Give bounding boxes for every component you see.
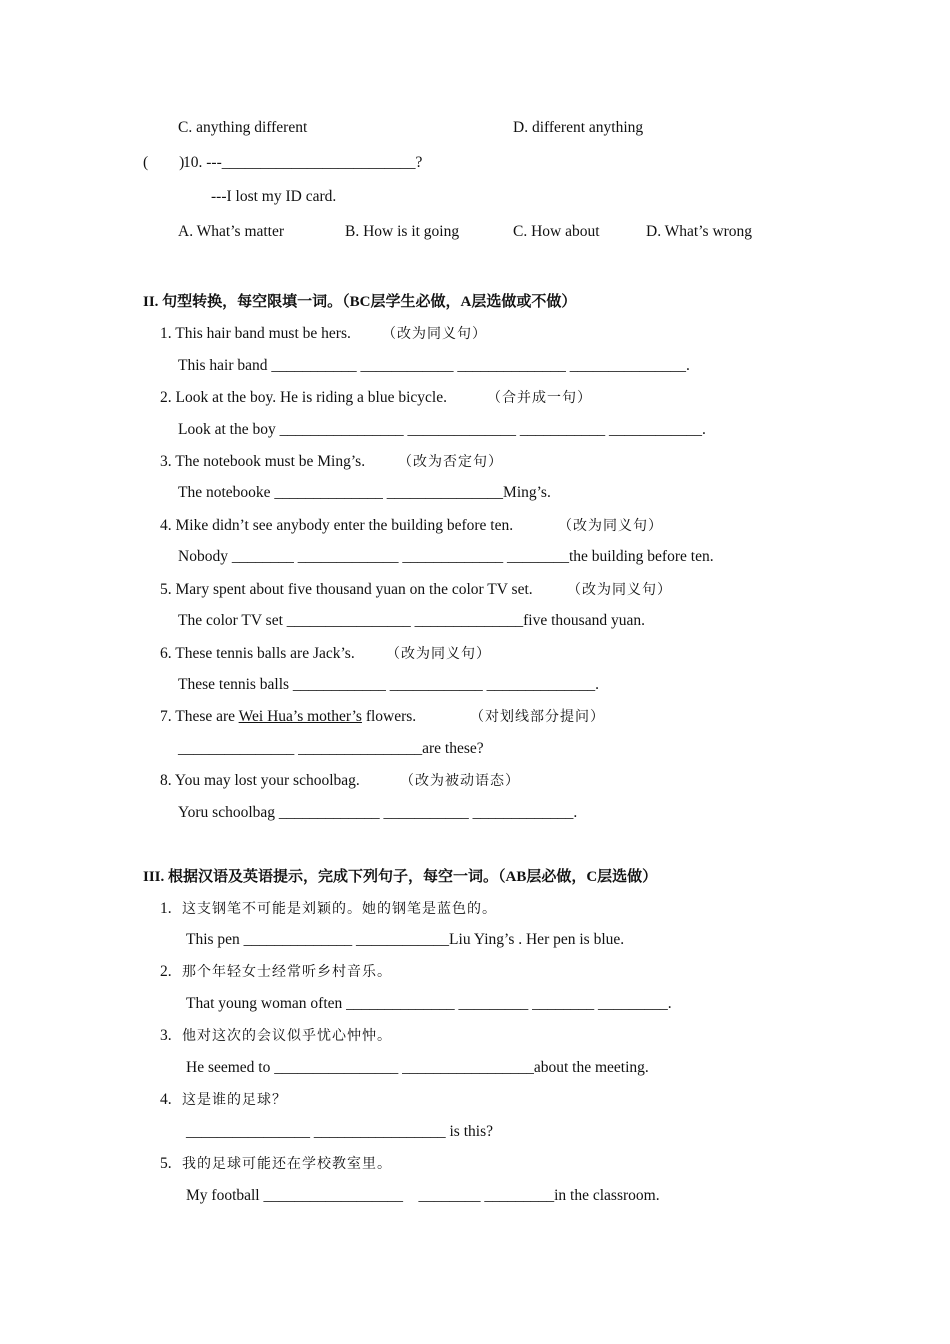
part2-q7-underlined: Wei Hua’s mother’s	[238, 708, 362, 725]
part2-q2: 2. Look at the boy. He is riding a blue bicycle.	[160, 389, 447, 406]
q10-option-c: C. How about	[513, 223, 600, 240]
part2-heading: II. 句型转换，每空限填一词。（BC层学生必做，A层选做或不做）	[143, 294, 577, 310]
q10-answer: ---I lost my ID card.	[211, 188, 337, 205]
part3-heading: III. 根据汉语及英语提示，完成下列句子，每空一词。（AB层必做，C层选做）	[143, 869, 658, 885]
part2-q6: 6. These tennis balls are Jack’s.	[160, 645, 355, 662]
part2-q4-blank: Nobody ________ _____________ _____________ ________the building before ten.	[178, 548, 714, 565]
part3-q3-num: 3.	[160, 1027, 172, 1044]
q9-option-c: C. anything different	[178, 119, 308, 136]
q10-paren: ( )	[143, 154, 185, 171]
part2-q6-blank: These tennis balls ____________ ____________ ______________.	[178, 676, 600, 693]
part2-q2-hint: （合并成一句）	[487, 390, 592, 406]
part2-q1: 1. This hair band must be hers.	[160, 325, 351, 342]
part2-q8-blank: Yoru schoolbag _____________ ___________ _____________.	[178, 804, 578, 821]
part2-q5-hint: （改为同义句）	[567, 582, 672, 598]
part3-q4-num: 4.	[160, 1091, 172, 1108]
part2-q1-blank: This hair band ___________ ____________ ______________ _______________.	[178, 357, 690, 374]
q10-option-d: D. What’s wrong	[646, 223, 753, 240]
part3-q1-blank: This pen ______________ ____________Liu Ying’s . Her pen is blue.	[186, 931, 625, 948]
part2-q4: 4. Mike didn’t see anybody enter the building before ten.	[160, 517, 514, 534]
part3-q2-num: 2.	[160, 963, 172, 980]
part2-q2-blank: Look at the boy ________________ ______________ ___________ ____________.	[178, 421, 706, 438]
part2-q5: 5. Mary spent about five thousand yuan on the color TV set.	[160, 581, 533, 598]
part2-q5-blank: The color TV set ________________ ______________five thousand yuan.	[178, 612, 645, 629]
q10-stem: 10. ---_________________________?	[183, 154, 423, 171]
part3-q4-cn: 这是谁的足球？	[182, 1092, 287, 1108]
part3-q5-num: 5.	[160, 1155, 172, 1172]
part2-q6-hint: （改为同义句）	[386, 646, 491, 662]
part3-q3-cn: 他对这次的会议似乎忧心忡忡。	[182, 1028, 392, 1044]
part2-q8-hint: （改为被动语态）	[400, 773, 520, 789]
part2-q3-hint: （改为否定句）	[398, 454, 503, 470]
part3-q2-blank: That young woman often ______________ _________ ________ _________.	[186, 995, 672, 1012]
part3-q2-cn: 那个年轻女士经常听乡村音乐。	[182, 964, 392, 980]
part3-q1-num: 1.	[160, 900, 172, 917]
part2-q3-blank: The notebooke ______________ _______________Ming’s.	[178, 484, 551, 501]
q9-option-d: D. different anything	[513, 119, 644, 136]
part2-q4-hint: （改为同义句）	[558, 518, 663, 534]
part2-q7-suffix: flowers.	[361, 708, 417, 725]
part2-q7-blank: _______________ ________________are these?	[178, 740, 484, 757]
part3-q4-blank: ________________ _________________ is this?	[186, 1123, 493, 1140]
part3-q1-cn: 这支钢笔不可能是刘颖的。她的钢笔是蓝色的。	[182, 901, 497, 917]
q10-option-a: A. What’s matter	[178, 223, 285, 240]
part3-q3-blank: He seemed to ________________ _________________about the meeting.	[186, 1059, 649, 1076]
part2-q3: 3. The notebook must be Ming’s.	[160, 453, 366, 470]
part3-q5-blank: My football __________________ ________ _________in the classroom.	[186, 1187, 660, 1204]
part2-q1-hint: （改为同义句）	[382, 326, 487, 342]
part2-q7-hint: （对划线部分提问）	[470, 709, 605, 725]
q10-option-b: B. How is it going	[345, 223, 460, 240]
part3-q5-cn: 我的足球可能还在学校教室里。	[182, 1156, 392, 1172]
part2-q7	[160, 707, 416, 727]
part2-q7-prefix: 7. These are	[160, 708, 239, 725]
part2-q8: 8. You may lost your schoolbag.	[160, 772, 360, 789]
